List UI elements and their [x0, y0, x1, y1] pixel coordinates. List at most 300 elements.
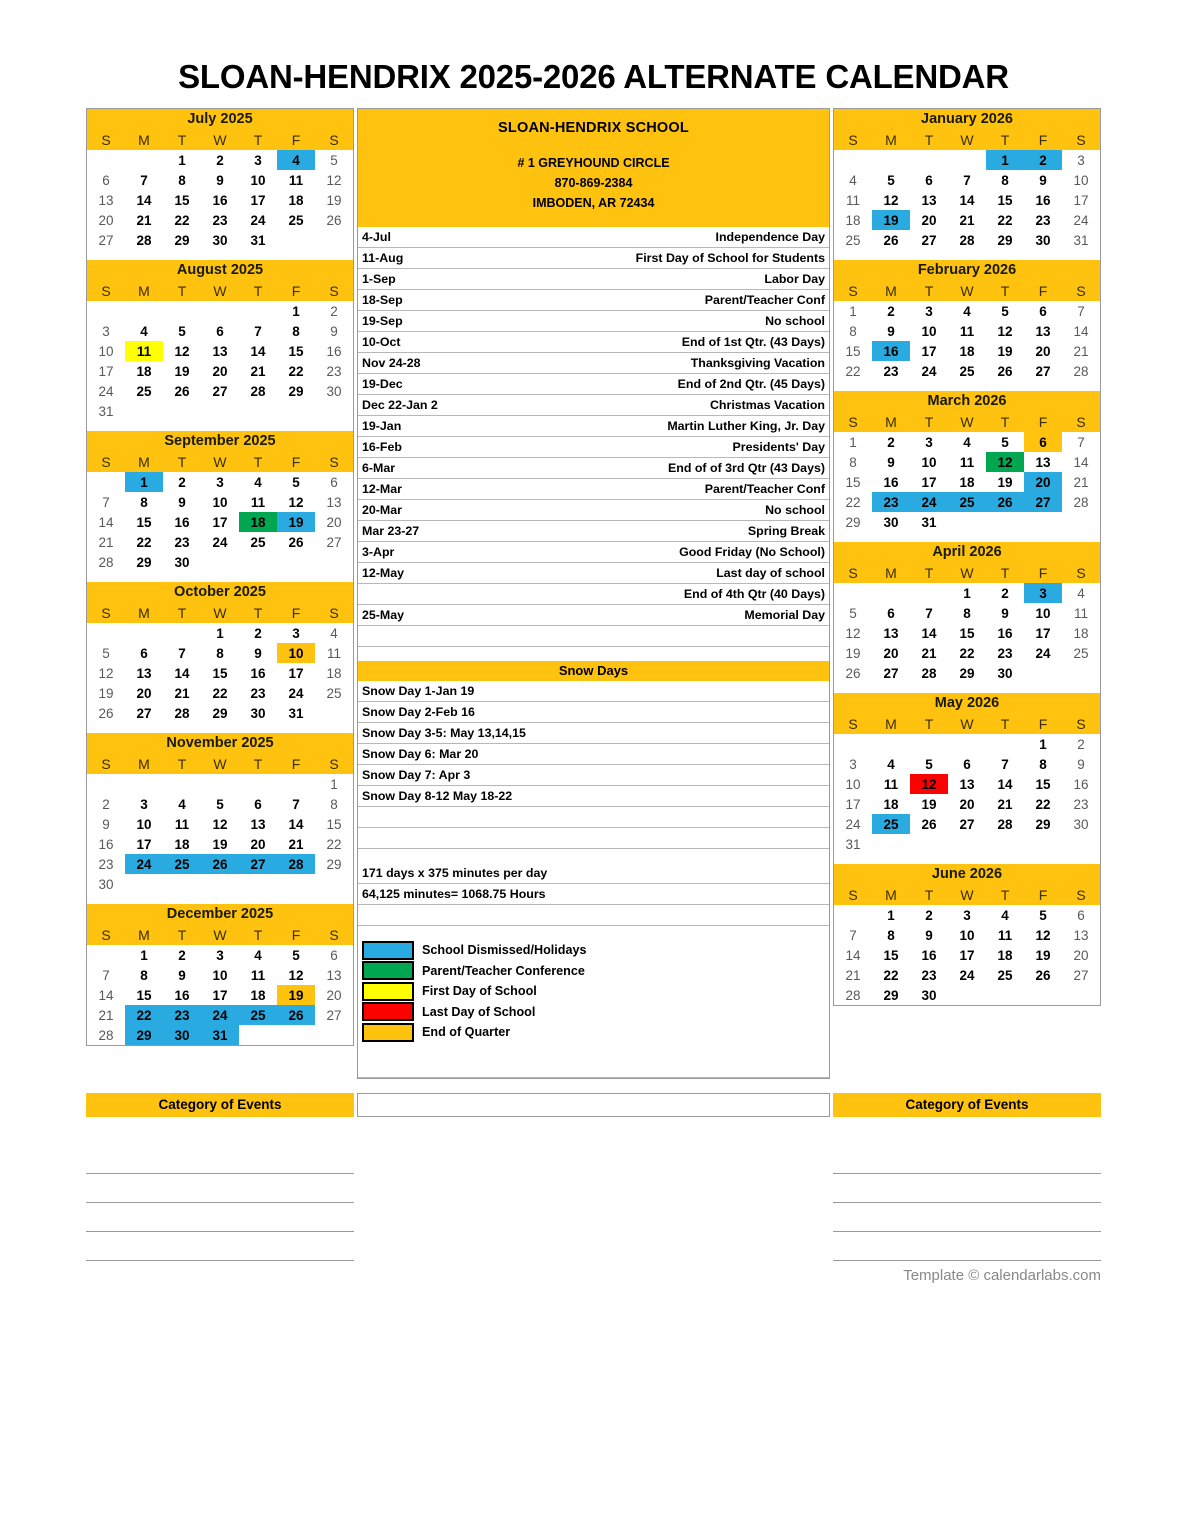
day-cell[interactable]: 26 [98, 705, 114, 721]
day-cell[interactable]: 5 [330, 152, 338, 168]
day-cell[interactable]: 19 [98, 685, 114, 701]
day-cell[interactable]: 3 [216, 474, 224, 490]
day-cell[interactable]: 30 [883, 514, 899, 530]
day-cell[interactable]: 5 [1001, 303, 1009, 319]
day-cell[interactable]: 8 [330, 796, 338, 812]
day-cell[interactable]: 12 [98, 665, 114, 681]
day-cell[interactable]: 10 [1035, 605, 1051, 621]
day-cell[interactable]: 2 [178, 947, 186, 963]
day-cell[interactable]: 15 [845, 474, 861, 490]
day-cell[interactable]: 29 [1035, 816, 1051, 832]
day-cell[interactable]: 29 [288, 383, 304, 399]
day-cell[interactable]: 15 [212, 665, 228, 681]
day-cell[interactable]: 11 [250, 967, 266, 983]
day-cell[interactable]: 2 [1001, 585, 1009, 601]
day-cell[interactable]: 28 [997, 816, 1013, 832]
day-cell[interactable]: 14 [98, 987, 114, 1003]
day-cell[interactable]: 16 [98, 836, 114, 852]
day-cell[interactable]: 16 [883, 474, 899, 490]
day-cell[interactable]: 6 [925, 172, 933, 188]
category-right-line[interactable] [833, 1232, 1101, 1261]
day-cell[interactable]: 24 [910, 492, 948, 512]
day-cell[interactable]: 12 [845, 625, 861, 641]
day-cell[interactable]: 28 [250, 383, 266, 399]
day-cell[interactable]: 22 [136, 534, 152, 550]
day-cell[interactable]: 18 [959, 474, 975, 490]
day-cell[interactable]: 14 [1073, 454, 1089, 470]
day-cell[interactable]: 9 [330, 323, 338, 339]
day-cell[interactable]: 11 [326, 645, 341, 661]
day-cell[interactable]: 4 [1001, 907, 1009, 923]
day-cell[interactable]: 1 [887, 907, 895, 923]
day-cell[interactable]: 6 [963, 756, 971, 772]
day-cell[interactable]: 20 [1024, 472, 1062, 492]
day-cell[interactable]: 16 [250, 665, 266, 681]
day-cell[interactable]: 8 [216, 645, 224, 661]
day-cell[interactable]: 28 [98, 1027, 114, 1043]
day-cell[interactable]: 7 [1077, 303, 1085, 319]
category-left-line[interactable] [86, 1232, 354, 1261]
day-cell[interactable]: 9 [1039, 172, 1047, 188]
day-cell[interactable]: 10 [136, 816, 152, 832]
day-cell[interactable]: 14 [98, 514, 114, 530]
day-cell[interactable]: 20 [326, 514, 342, 530]
category-right-line[interactable] [833, 1117, 1101, 1145]
day-cell[interactable]: 11 [250, 494, 266, 510]
day-cell[interactable]: 16 [1073, 776, 1089, 792]
day-cell[interactable]: 11 [288, 172, 304, 188]
day-cell[interactable]: 8 [887, 927, 895, 943]
day-cell[interactable]: 17 [921, 343, 937, 359]
day-cell[interactable]: 15 [997, 192, 1013, 208]
day-cell[interactable]: 9 [102, 816, 110, 832]
day-cell[interactable]: 16 [921, 947, 937, 963]
day-cell[interactable]: 27 [98, 232, 114, 248]
day-cell[interactable]: 13 [250, 816, 266, 832]
day-cell[interactable]: 26 [277, 1005, 315, 1025]
day-cell[interactable]: 7 [254, 323, 262, 339]
day-cell[interactable]: 4 [887, 756, 895, 772]
day-cell[interactable]: 5 [849, 605, 857, 621]
day-cell[interactable]: 30 [250, 705, 266, 721]
day-cell[interactable]: 10 [959, 927, 975, 943]
day-cell[interactable]: 23 [1073, 796, 1089, 812]
day-cell[interactable]: 21 [997, 796, 1013, 812]
day-cell[interactable]: 31 [250, 232, 266, 248]
day-cell[interactable]: 2 [216, 152, 224, 168]
day-cell[interactable]: 29 [174, 232, 190, 248]
day-cell[interactable]: 2 [925, 907, 933, 923]
day-cell[interactable]: 21 [98, 1007, 114, 1023]
day-cell[interactable]: 4 [178, 796, 186, 812]
day-cell[interactable]: 20 [136, 685, 152, 701]
day-cell[interactable]: 17 [1035, 625, 1051, 641]
day-cell[interactable]: 1 [986, 150, 1024, 170]
day-cell[interactable]: 16 [872, 341, 910, 361]
day-cell[interactable]: 16 [174, 987, 190, 1003]
day-cell[interactable]: 28 [1073, 363, 1089, 379]
day-cell[interactable]: 22 [326, 836, 342, 852]
day-cell[interactable]: 28 [174, 705, 190, 721]
day-cell[interactable]: 15 [845, 343, 861, 359]
day-cell[interactable]: 18 [136, 363, 152, 379]
day-cell[interactable]: 2 [330, 303, 338, 319]
day-cell[interactable]: 12 [326, 172, 342, 188]
day-cell[interactable]: 4 [849, 172, 857, 188]
day-cell[interactable]: 28 [1073, 494, 1089, 510]
day-cell[interactable]: 25 [288, 212, 304, 228]
day-cell[interactable]: 23 [921, 967, 937, 983]
day-cell[interactable]: 20 [1035, 343, 1051, 359]
day-cell[interactable]: 9 [887, 323, 895, 339]
day-cell[interactable]: 23 [250, 685, 266, 701]
day-cell[interactable]: 10 [98, 343, 114, 359]
day-cell[interactable]: 31 [98, 403, 114, 419]
day-cell[interactable]: 24 [959, 967, 975, 983]
day-cell[interactable]: 11 [997, 927, 1013, 943]
day-cell[interactable]: 24 [212, 534, 228, 550]
day-cell[interactable]: 3 [292, 625, 300, 641]
day-cell[interactable]: 18 [1073, 625, 1089, 641]
day-cell[interactable]: 24 [288, 685, 304, 701]
day-cell[interactable]: 11 [845, 192, 860, 208]
day-cell[interactable]: 7 [925, 605, 933, 621]
day-cell[interactable]: 18 [959, 343, 975, 359]
day-cell[interactable]: 2 [1024, 150, 1062, 170]
day-cell[interactable]: 13 [959, 776, 975, 792]
day-cell[interactable]: 10 [212, 494, 228, 510]
day-cell[interactable]: 17 [212, 514, 228, 530]
day-cell[interactable]: 1 [963, 585, 971, 601]
day-cell[interactable]: 26 [288, 534, 304, 550]
day-cell[interactable]: 22 [997, 212, 1013, 228]
day-cell[interactable]: 20 [212, 363, 228, 379]
day-cell[interactable]: 18 [250, 987, 266, 1003]
day-cell[interactable]: 11 [959, 454, 975, 470]
day-cell[interactable]: 21 [1073, 474, 1089, 490]
day-cell[interactable]: 8 [1001, 172, 1009, 188]
day-cell[interactable]: 15 [1035, 776, 1051, 792]
day-cell[interactable]: 19 [326, 192, 342, 208]
day-cell[interactable]: 7 [292, 796, 300, 812]
day-cell[interactable]: 18 [239, 512, 277, 532]
day-cell[interactable]: 19 [845, 645, 861, 661]
day-cell[interactable]: 22 [845, 494, 861, 510]
day-cell[interactable]: 6 [140, 645, 148, 661]
day-cell[interactable]: 27 [1073, 967, 1089, 983]
day-cell[interactable]: 19 [212, 836, 228, 852]
day-cell[interactable]: 25 [845, 232, 861, 248]
day-cell[interactable]: 10 [212, 967, 228, 983]
day-cell[interactable]: 3 [925, 434, 933, 450]
day-cell[interactable]: 9 [178, 494, 186, 510]
day-cell[interactable]: 3 [1077, 152, 1085, 168]
day-cell[interactable]: 5 [102, 645, 110, 661]
day-cell[interactable]: 20 [883, 645, 899, 661]
day-cell[interactable]: 23 [98, 856, 114, 872]
day-cell[interactable]: 2 [178, 474, 186, 490]
day-cell[interactable]: 23 [326, 363, 342, 379]
day-cell[interactable]: 8 [963, 605, 971, 621]
day-cell[interactable]: 15 [288, 343, 304, 359]
day-cell[interactable]: 25 [959, 363, 975, 379]
day-cell[interactable]: 1 [216, 625, 224, 641]
day-cell[interactable]: 26 [997, 363, 1013, 379]
day-cell[interactable]: 6 [330, 474, 338, 490]
day-cell[interactable]: 15 [326, 816, 342, 832]
day-cell[interactable]: 15 [174, 192, 190, 208]
day-cell[interactable]: 27 [921, 232, 937, 248]
day-cell[interactable]: 8 [1039, 756, 1047, 772]
day-cell[interactable]: 29 [326, 856, 342, 872]
category-right-line[interactable] [833, 1203, 1101, 1232]
day-cell[interactable]: 4 [254, 947, 262, 963]
day-cell[interactable]: 1 [178, 152, 186, 168]
day-cell[interactable]: 26 [986, 492, 1024, 512]
day-cell[interactable]: 8 [292, 323, 300, 339]
day-cell[interactable]: 17 [250, 192, 266, 208]
day-cell[interactable]: 23 [997, 645, 1013, 661]
day-cell[interactable]: 10 [277, 643, 315, 663]
day-cell[interactable]: 22 [845, 363, 861, 379]
day-cell[interactable]: 20 [959, 796, 975, 812]
day-cell[interactable]: 24 [98, 383, 114, 399]
day-cell[interactable]: 22 [959, 645, 975, 661]
day-cell[interactable]: 19 [997, 343, 1013, 359]
day-cell[interactable]: 27 [1035, 363, 1051, 379]
day-cell[interactable]: 6 [254, 796, 262, 812]
day-cell[interactable]: 14 [1073, 323, 1089, 339]
day-cell[interactable]: 1 [292, 303, 300, 319]
day-cell[interactable]: 29 [212, 705, 228, 721]
day-cell[interactable]: 9 [887, 454, 895, 470]
day-cell[interactable]: 30 [98, 876, 114, 892]
day-cell[interactable]: 18 [997, 947, 1013, 963]
day-cell[interactable]: 21 [921, 645, 937, 661]
day-cell[interactable]: 3 [925, 303, 933, 319]
category-left-line[interactable] [86, 1174, 354, 1203]
day-cell[interactable]: 29 [883, 987, 899, 1003]
day-cell[interactable]: 7 [849, 927, 857, 943]
day-cell[interactable]: 2 [254, 625, 262, 641]
day-cell[interactable]: 31 [1073, 232, 1089, 248]
day-cell[interactable]: 3 [1024, 583, 1062, 603]
day-cell[interactable]: 26 [1035, 967, 1051, 983]
day-cell[interactable]: 25 [136, 383, 152, 399]
day-cell[interactable]: 9 [178, 967, 186, 983]
day-cell[interactable]: 11 [125, 341, 163, 361]
day-cell[interactable]: 3 [140, 796, 148, 812]
day-cell[interactable]: 1 [849, 434, 857, 450]
day-cell[interactable]: 24 [201, 1005, 239, 1025]
day-cell[interactable]: 6 [887, 605, 895, 621]
day-cell[interactable]: 3 [102, 323, 110, 339]
day-cell[interactable]: 14 [997, 776, 1013, 792]
day-cell[interactable]: 1 [1039, 736, 1047, 752]
day-cell[interactable]: 7 [178, 645, 186, 661]
day-cell[interactable]: 13 [1035, 454, 1051, 470]
day-cell[interactable]: 6 [102, 172, 110, 188]
day-cell[interactable]: 6 [1024, 432, 1062, 452]
day-cell[interactable]: 4 [963, 303, 971, 319]
day-cell[interactable]: 13 [921, 192, 937, 208]
day-cell[interactable]: 19 [277, 512, 315, 532]
day-cell[interactable]: 4 [330, 625, 338, 641]
day-cell[interactable]: 6 [1077, 907, 1085, 923]
category-right-line[interactable] [833, 1145, 1101, 1174]
day-cell[interactable]: 6 [1039, 303, 1047, 319]
day-cell[interactable]: 5 [887, 172, 895, 188]
day-cell[interactable]: 5 [216, 796, 224, 812]
day-cell[interactable]: 17 [98, 363, 114, 379]
day-cell[interactable]: 25 [326, 685, 342, 701]
day-cell[interactable]: 27 [136, 705, 152, 721]
day-cell[interactable]: 23 [1035, 212, 1051, 228]
day-cell[interactable]: 26 [921, 816, 937, 832]
category-left-line[interactable] [86, 1203, 354, 1232]
day-cell[interactable]: 24 [250, 212, 266, 228]
day-cell[interactable]: 27 [212, 383, 228, 399]
day-cell[interactable]: 5 [178, 323, 186, 339]
day-cell[interactable]: 8 [140, 494, 148, 510]
day-cell[interactable]: 24 [845, 816, 861, 832]
day-cell[interactable]: 19 [997, 474, 1013, 490]
day-cell[interactable]: 23 [163, 1005, 201, 1025]
day-cell[interactable]: 12 [288, 967, 304, 983]
day-cell[interactable]: 9 [254, 645, 262, 661]
day-cell[interactable]: 10 [921, 323, 937, 339]
day-cell[interactable]: 10 [250, 172, 266, 188]
day-cell[interactable]: 13 [326, 494, 342, 510]
day-cell[interactable]: 24 [921, 363, 937, 379]
day-cell[interactable]: 3 [849, 756, 857, 772]
day-cell[interactable]: 31 [921, 514, 937, 530]
day-cell[interactable]: 14 [921, 625, 937, 641]
day-cell[interactable]: 19 [921, 796, 937, 812]
day-cell[interactable]: 4 [140, 323, 148, 339]
day-cell[interactable]: 26 [201, 854, 239, 874]
day-cell[interactable]: 31 [845, 836, 861, 852]
day-cell[interactable]: 25 [239, 1005, 277, 1025]
day-cell[interactable]: 5 [1039, 907, 1047, 923]
day-cell[interactable]: 18 [288, 192, 304, 208]
day-cell[interactable]: 9 [1001, 605, 1009, 621]
day-cell[interactable]: 12 [997, 323, 1013, 339]
day-cell[interactable]: 11 [959, 323, 975, 339]
day-cell[interactable]: 21 [174, 685, 190, 701]
day-cell[interactable]: 4 [963, 434, 971, 450]
day-cell[interactable]: 27 [959, 816, 975, 832]
day-cell[interactable]: 4 [277, 150, 315, 170]
day-cell[interactable]: 1 [849, 303, 857, 319]
day-cell[interactable]: 28 [136, 232, 152, 248]
day-cell[interactable]: 18 [326, 665, 342, 681]
day-cell[interactable]: 29 [997, 232, 1013, 248]
day-cell[interactable]: 13 [98, 192, 114, 208]
day-cell[interactable]: 28 [921, 665, 937, 681]
day-cell[interactable]: 19 [277, 985, 315, 1005]
day-cell[interactable]: 12 [910, 774, 948, 794]
day-cell[interactable]: 21 [250, 363, 266, 379]
day-cell[interactable]: 21 [136, 212, 152, 228]
day-cell[interactable]: 13 [883, 625, 899, 641]
day-cell[interactable]: 17 [921, 474, 937, 490]
day-cell[interactable]: 22 [212, 685, 228, 701]
day-cell[interactable]: 7 [140, 172, 148, 188]
day-cell[interactable]: 21 [98, 534, 114, 550]
day-cell[interactable]: 15 [136, 987, 152, 1003]
day-cell[interactable]: 3 [963, 907, 971, 923]
day-cell[interactable]: 12 [883, 192, 899, 208]
day-cell[interactable]: 13 [1035, 323, 1051, 339]
day-cell[interactable]: 10 [845, 776, 861, 792]
day-cell[interactable]: 2 [1077, 736, 1085, 752]
day-cell[interactable]: 8 [178, 172, 186, 188]
day-cell[interactable]: 26 [845, 665, 861, 681]
day-cell[interactable]: 14 [959, 192, 975, 208]
day-cell[interactable]: 18 [845, 212, 861, 228]
day-cell[interactable]: 19 [872, 210, 910, 230]
day-cell[interactable]: 18 [174, 836, 190, 852]
day-cell[interactable]: 8 [140, 967, 148, 983]
day-cell[interactable]: 13 [212, 343, 228, 359]
day-cell[interactable]: 17 [845, 796, 861, 812]
day-cell[interactable]: 30 [1073, 816, 1089, 832]
day-cell[interactable]: 31 [201, 1025, 239, 1045]
day-cell[interactable]: 22 [125, 1005, 163, 1025]
day-cell[interactable]: 26 [174, 383, 190, 399]
day-cell[interactable]: 25 [1073, 645, 1089, 661]
day-cell[interactable]: 13 [326, 967, 342, 983]
day-cell[interactable]: 15 [959, 625, 975, 641]
day-cell[interactable]: 24 [1035, 645, 1051, 661]
day-cell[interactable]: 16 [1035, 192, 1051, 208]
day-cell[interactable]: 25 [997, 967, 1013, 983]
day-cell[interactable]: 23 [174, 534, 190, 550]
day-cell[interactable]: 30 [212, 232, 228, 248]
day-cell[interactable]: 30 [1035, 232, 1051, 248]
day-cell[interactable]: 28 [98, 554, 114, 570]
day-cell[interactable]: 6 [330, 947, 338, 963]
day-cell[interactable]: 11 [174, 816, 190, 832]
day-cell[interactable]: 17 [1073, 192, 1089, 208]
day-cell[interactable]: 30 [997, 665, 1013, 681]
day-cell[interactable]: 2 [887, 303, 895, 319]
day-cell[interactable]: 29 [125, 1025, 163, 1045]
day-cell[interactable]: 3 [254, 152, 262, 168]
day-cell[interactable]: 5 [1001, 434, 1009, 450]
day-cell[interactable]: 25 [250, 534, 266, 550]
day-cell[interactable]: 23 [883, 363, 899, 379]
day-cell[interactable]: 16 [174, 514, 190, 530]
day-cell[interactable]: 16 [212, 192, 228, 208]
day-cell[interactable]: 3 [216, 947, 224, 963]
day-cell[interactable]: 26 [883, 232, 899, 248]
day-cell[interactable]: 21 [288, 836, 304, 852]
day-cell[interactable]: 22 [288, 363, 304, 379]
day-cell[interactable]: 22 [1035, 796, 1051, 812]
day-cell[interactable]: 24 [125, 854, 163, 874]
day-cell[interactable]: 10 [1073, 172, 1089, 188]
day-cell[interactable]: 5 [925, 756, 933, 772]
day-cell[interactable]: 30 [921, 987, 937, 1003]
day-cell[interactable]: 19 [174, 363, 190, 379]
day-cell[interactable]: 20 [326, 987, 342, 1003]
day-cell[interactable]: 14 [845, 947, 861, 963]
day-cell[interactable]: 30 [163, 1025, 201, 1045]
day-cell[interactable]: 14 [250, 343, 266, 359]
day-cell[interactable]: 29 [959, 665, 975, 681]
